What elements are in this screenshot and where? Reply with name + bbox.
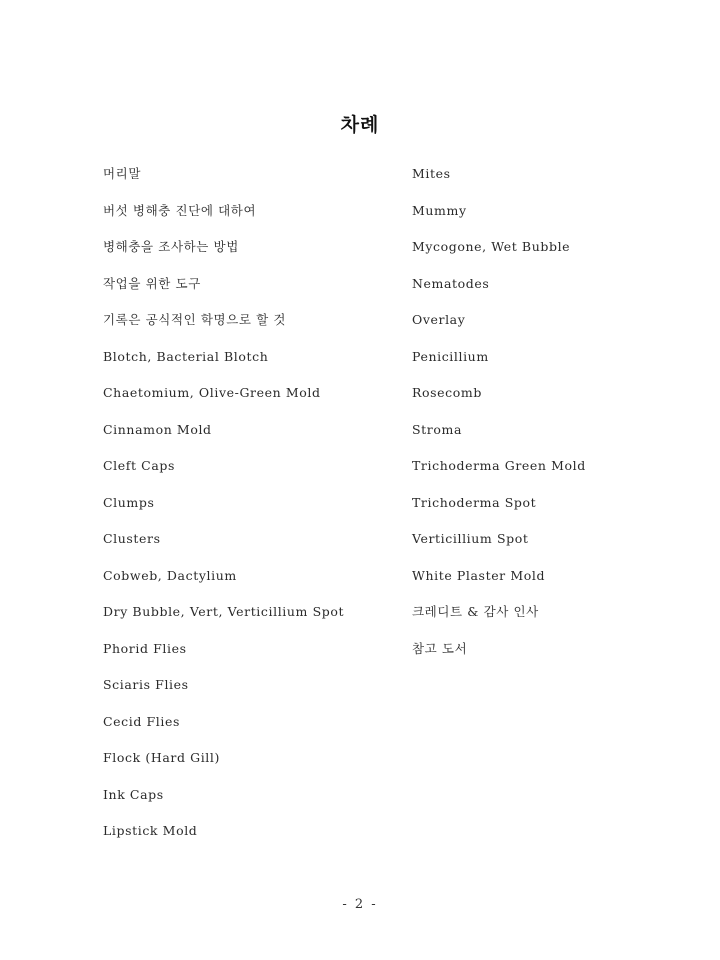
toc-entry: 병해충을 조사하는 방법 — [103, 239, 239, 254]
toc-entry: 버섯 병해충 진단에 대하여 — [103, 202, 257, 218]
toc-entry: Sciaris Flies — [103, 677, 189, 692]
toc-entry: Mycogone, Wet Bubble — [412, 239, 571, 254]
toc-entry: Lipstick Mold — [103, 823, 198, 838]
toc-entry: Clumps — [103, 494, 155, 510]
toc-entry: Flock (Hard Gill) — [103, 750, 220, 765]
page-number: - 2 - — [342, 897, 378, 912]
toc-entry: Stroma — [412, 421, 462, 437]
toc-entry: 크레디트 & 감사 인사 — [412, 604, 539, 619]
toc-entry: 기록은 공식적인 학명으로 할 것 — [103, 312, 287, 327]
toc-entry: 머리말 — [103, 166, 142, 181]
toc-entry: Mites — [412, 166, 451, 181]
toc-entry: Blotch, Bacterial Blotch — [103, 348, 269, 364]
toc-entry: Mummy — [412, 202, 467, 218]
toc-left-column — [103, 165, 393, 859]
toc-entry: Trichoderma Green Mold — [412, 458, 586, 473]
toc-entry: Cecid Flies — [103, 713, 181, 729]
toc-entry: Penicillium — [412, 348, 489, 364]
toc-entry: Verticillium Spot — [412, 531, 529, 546]
toc-entry: Nematodes — [412, 275, 490, 291]
toc-entry: Chaetomium, Olive-Green Mold — [103, 385, 321, 400]
toc-entry: Trichoderma Spot — [412, 494, 537, 510]
toc-entry: Clusters — [103, 531, 161, 546]
toc-entry: 작업을 위한 도구 — [103, 275, 201, 291]
toc-entry: Cinnamon Mold — [103, 421, 212, 437]
toc-entry: 참고 도서 — [412, 640, 468, 656]
page-title: 차례 — [340, 114, 380, 136]
toc-entry: White Plaster Mold — [412, 567, 546, 583]
toc-entry: Ink Caps — [103, 786, 164, 802]
toc-entry: Cleft Caps — [103, 458, 176, 473]
toc-entry: Rosecomb — [412, 385, 482, 400]
toc-entry: Phorid Flies — [103, 640, 187, 656]
toc-entry: Cobweb, Dactylium — [103, 567, 237, 583]
toc-entry: Overlay — [412, 312, 466, 327]
toc-entry: Dry Bubble, Vert, Verticillium Spot — [103, 604, 345, 619]
toc-right-column — [412, 165, 692, 676]
